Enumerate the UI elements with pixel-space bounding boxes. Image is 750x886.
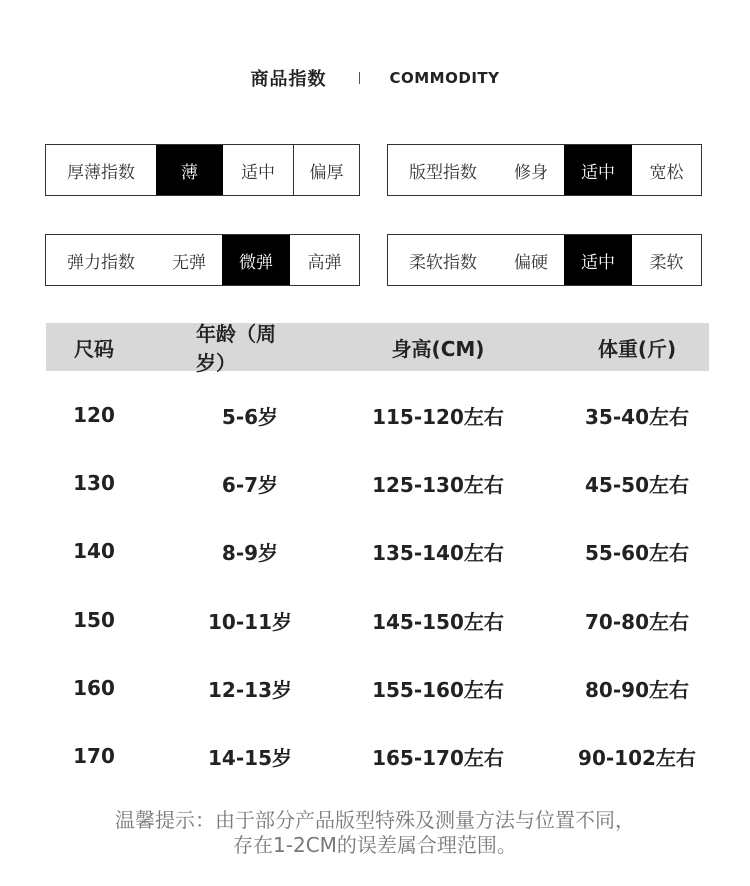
index-softness [387,234,702,286]
cell-height: 135-140左右 [372,540,504,565]
table-row [46,531,709,571]
cell-height: 165-170左右 [372,745,504,770]
index-option: 高弹 [307,252,342,273]
index-label: 版型指数 [409,162,477,183]
header-size: 尺码 [74,336,114,361]
cell-size: 170 [73,744,115,768]
table-row [46,600,709,640]
section-title-en: COMMODITY [389,69,500,87]
section-title-cn: 商品指数 [250,69,327,90]
cell-size: 120 [73,403,115,427]
index-option: 无弹 [172,252,206,273]
cell-height: 125-130左右 [372,472,504,497]
index-fit [387,144,702,196]
index-label: 厚薄指数 [67,162,135,183]
cell-age: 6-7岁 [221,472,279,497]
cell-age: 10-11岁 [208,609,292,634]
cell-weight: 55-60左右 [585,540,689,565]
cell-age: 5-6岁 [221,404,279,429]
index-option: 偏厚 [293,145,359,195]
cell-age: 8-9岁 [221,540,279,565]
header-height: 身高(CM) [391,336,485,361]
cell-age: 12-13岁 [208,677,292,702]
cell-height: 155-160左右 [372,677,504,702]
measurement-tip [0,808,750,858]
size-table-header [46,322,709,375]
index-option: 适中 [241,162,275,183]
index-option-selected: 薄 [156,145,223,195]
index-option-selected: 适中 [564,145,632,195]
cell-size: 160 [73,676,115,700]
cell-size: 150 [73,608,115,632]
tip-line-1: 温馨提示：由于部分产品版型特殊及测量方法与位置不同， [115,808,635,832]
table-row [46,736,709,776]
index-option: 柔软 [649,252,684,273]
section-header [0,60,750,96]
cell-height: 145-150左右 [372,609,504,634]
cell-weight: 90-102左右 [578,745,696,770]
cell-weight: 45-50左右 [585,472,689,497]
index-elasticity [45,234,360,286]
cell-age: 14-15岁 [208,745,292,770]
index-option-selected: 适中 [564,235,632,285]
cell-weight: 80-90左右 [585,677,689,702]
header-weight: 体重(斤) [597,336,677,361]
table-row [46,463,709,503]
table-row [46,668,709,708]
index-thickness [45,144,360,196]
table-row [46,395,709,435]
tip-line-2: 存在1-2CM的误差属合理范围。 [233,833,517,857]
index-option: 修身 [514,162,548,183]
index-option-selected: 微弹 [222,235,290,285]
index-option: 偏硬 [514,252,548,273]
index-label: 柔软指数 [409,252,477,273]
cell-weight: 70-80左右 [585,609,689,634]
cell-weight: 35-40左右 [585,404,689,429]
header-age: 年龄（周岁） [196,322,276,375]
title-divider [359,72,360,84]
cell-size: 130 [73,471,115,495]
cell-size: 140 [73,539,115,563]
cell-height: 115-120左右 [372,404,504,429]
index-option: 宽松 [649,162,684,183]
index-label: 弹力指数 [67,252,135,273]
